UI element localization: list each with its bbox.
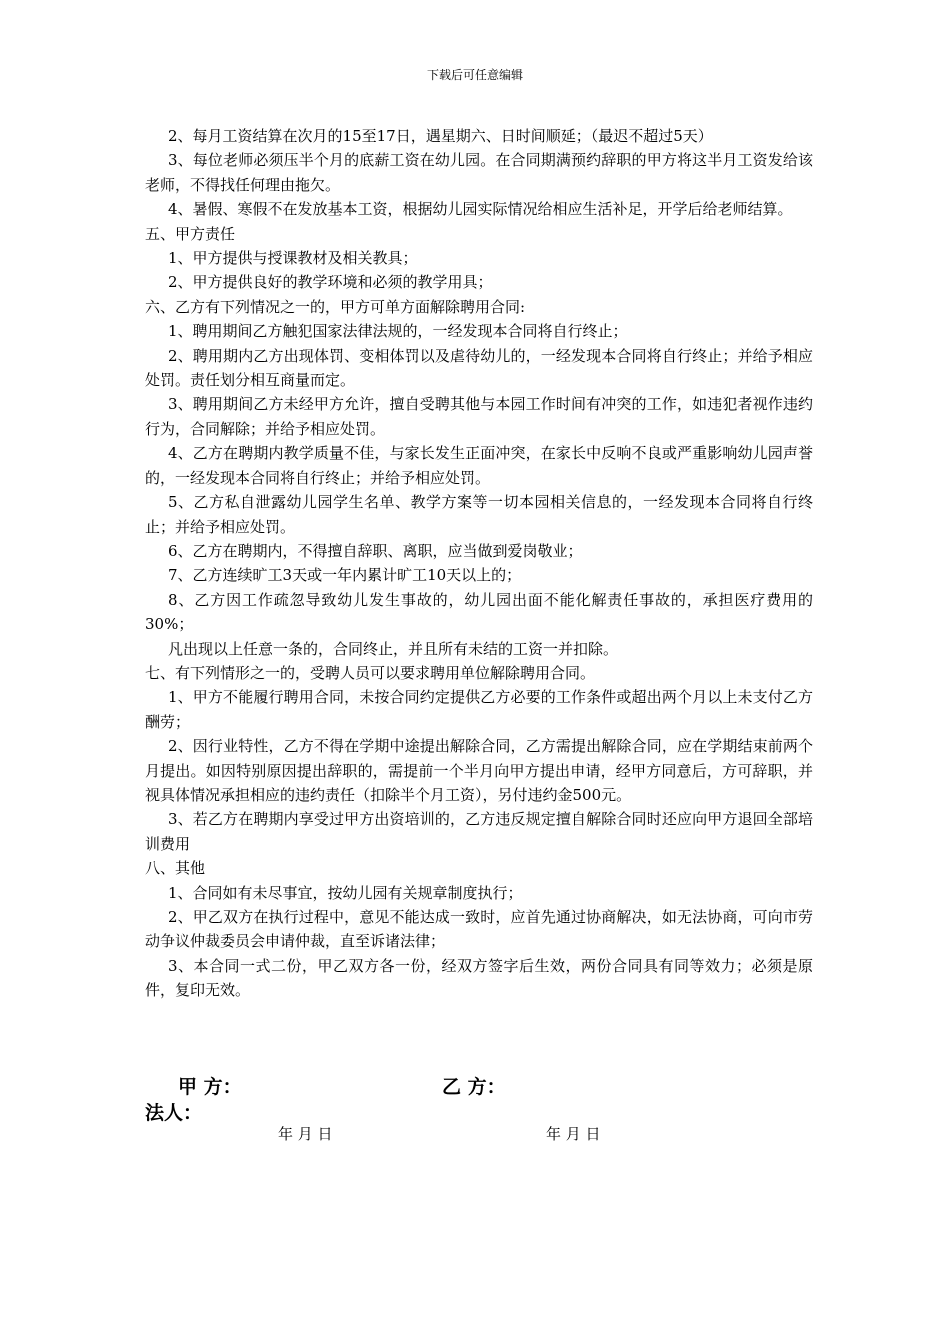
- contract-paragraph: 8、乙方因工作疏忽导致幼儿发生事故的，幼儿园出面不能化解责任事故的，承担医疗费用的30%；: [145, 590, 813, 634]
- contract-paragraph: 2、甲方提供良好的教学环境和必须的教学用具；: [168, 273, 493, 292]
- contract-paragraph: 2、甲乙双方在执行过程中，意见不能达成一致时，应首先通过协商解决，如无法协商，可向市劳动争议仲裁委员会申请仲裁，直至诉诸法律；: [145, 908, 813, 951]
- contract-paragraph: 7、乙方连续旷工3天或一年内累计旷工10天以上的；: [168, 566, 522, 585]
- contract-paragraph: 3、聘用期间乙方未经甲方允许，擅自受聘其他与本园工作时间有冲突的工作，如违犯者视作违约行为，合同解除；并给予相应处罚。: [145, 395, 813, 438]
- contract-paragraph: 3、每位老师必须压半个月的底薪工资在幼儿园。在合同期满预约辞职的甲方将这半月工资发给该老师，不得找任何理由拖欠。: [145, 151, 813, 194]
- contract-paragraph: 6、乙方在聘期内，不得擅自辞职、离职，应当做到爱岗敬业；: [168, 541, 583, 560]
- page-header: 下载后可任意编辑: [426, 68, 523, 82]
- contract-paragraph: 八、其他: [145, 859, 206, 878]
- contract-paragraph: 4、暑假、寒假不在发放基本工资，根据幼儿园实际情况给相应生活补足，开学后给老师结算。: [168, 200, 793, 219]
- contract-body: [145, 124, 813, 1003]
- contract-paragraph: 2、聘用期内乙方出现体罚、变相体罚以及虐待幼儿的，一经发现本合同将自行终止；并给予相应处罚。责任划分相互商量而定。: [145, 346, 813, 390]
- date-a: 年 月 日: [278, 1125, 333, 1143]
- party-b-label: 乙 方：: [442, 1076, 506, 1098]
- date-b: 年 月 日: [546, 1125, 601, 1143]
- contract-paragraph: 1、甲方不能履行聘用合同，未按合同约定提供乙方必要的工作条件或超出两个月以上未支付乙方酬劳；: [145, 688, 813, 731]
- contract-paragraph: 5、乙方私自泄露幼儿园学生名单、教学方案等一切本园相关信息的，一经发现本合同将自行终止；并给予相应处罚。: [145, 493, 813, 536]
- contract-paragraph: 2、每月工资结算在次月的15至17日，遇星期六、日时间顺延；（最迟不超过5天）: [168, 127, 713, 145]
- contract-paragraph: 七、有下列情形之一的，受聘人员可以要求聘用单位解除聘用合同。: [145, 663, 596, 682]
- contract-paragraph: 2、因行业特性，乙方不得在学期中途提出解除合同，乙方需提出解除合同，应在学期结束前两个月提出。如因特别原因提出辞职的，需提前一个半月向甲方提出申请，经甲方同意后，方可辞职，并视具体情况承担相应的违约责任（扣除半个月工资），另付违约金500元。: [145, 737, 813, 804]
- legal-person-label: 法人：: [145, 1102, 203, 1124]
- contract-paragraph: 凡出现以上任意一条的，合同终止，并且所有未结的工资一并扣除。: [168, 639, 619, 658]
- contract-paragraph: 1、聘用期间乙方触犯国家法律法规的，一经发现本合同将自行终止；: [168, 322, 628, 341]
- contract-paragraph: 五、甲方责任: [145, 224, 236, 243]
- contract-paragraph: 1、甲方提供与授课教材及相关教具；: [168, 249, 418, 268]
- contract-paragraph: 3、本合同一式二份，甲乙双方各一份，经双方签字后生效，两份合同具有同等效力；必须是原件，复印无效。: [145, 956, 813, 1000]
- contract-paragraph: 1、合同如有未尽事宜，按幼儿园有关规章制度执行；: [168, 883, 523, 902]
- contract-paragraph: 六、乙方有下列情况之一的，甲方可单方面解除聘用合同:: [145, 297, 526, 316]
- contract-paragraph: 4、乙方在聘期内教学质量不佳，与家长发生正面冲突，在家长中反响不良或严重影响幼儿园声誉的，一经发现本合同将自行终止；并给予相应处罚。: [145, 444, 813, 487]
- contract-paragraph: 3、若乙方在聘期内享受过甲方出资培训的，乙方违反规定擅自解除合同时还应向甲方退回全部培训费用: [145, 810, 813, 853]
- party-a-label: 甲 方：: [178, 1076, 242, 1098]
